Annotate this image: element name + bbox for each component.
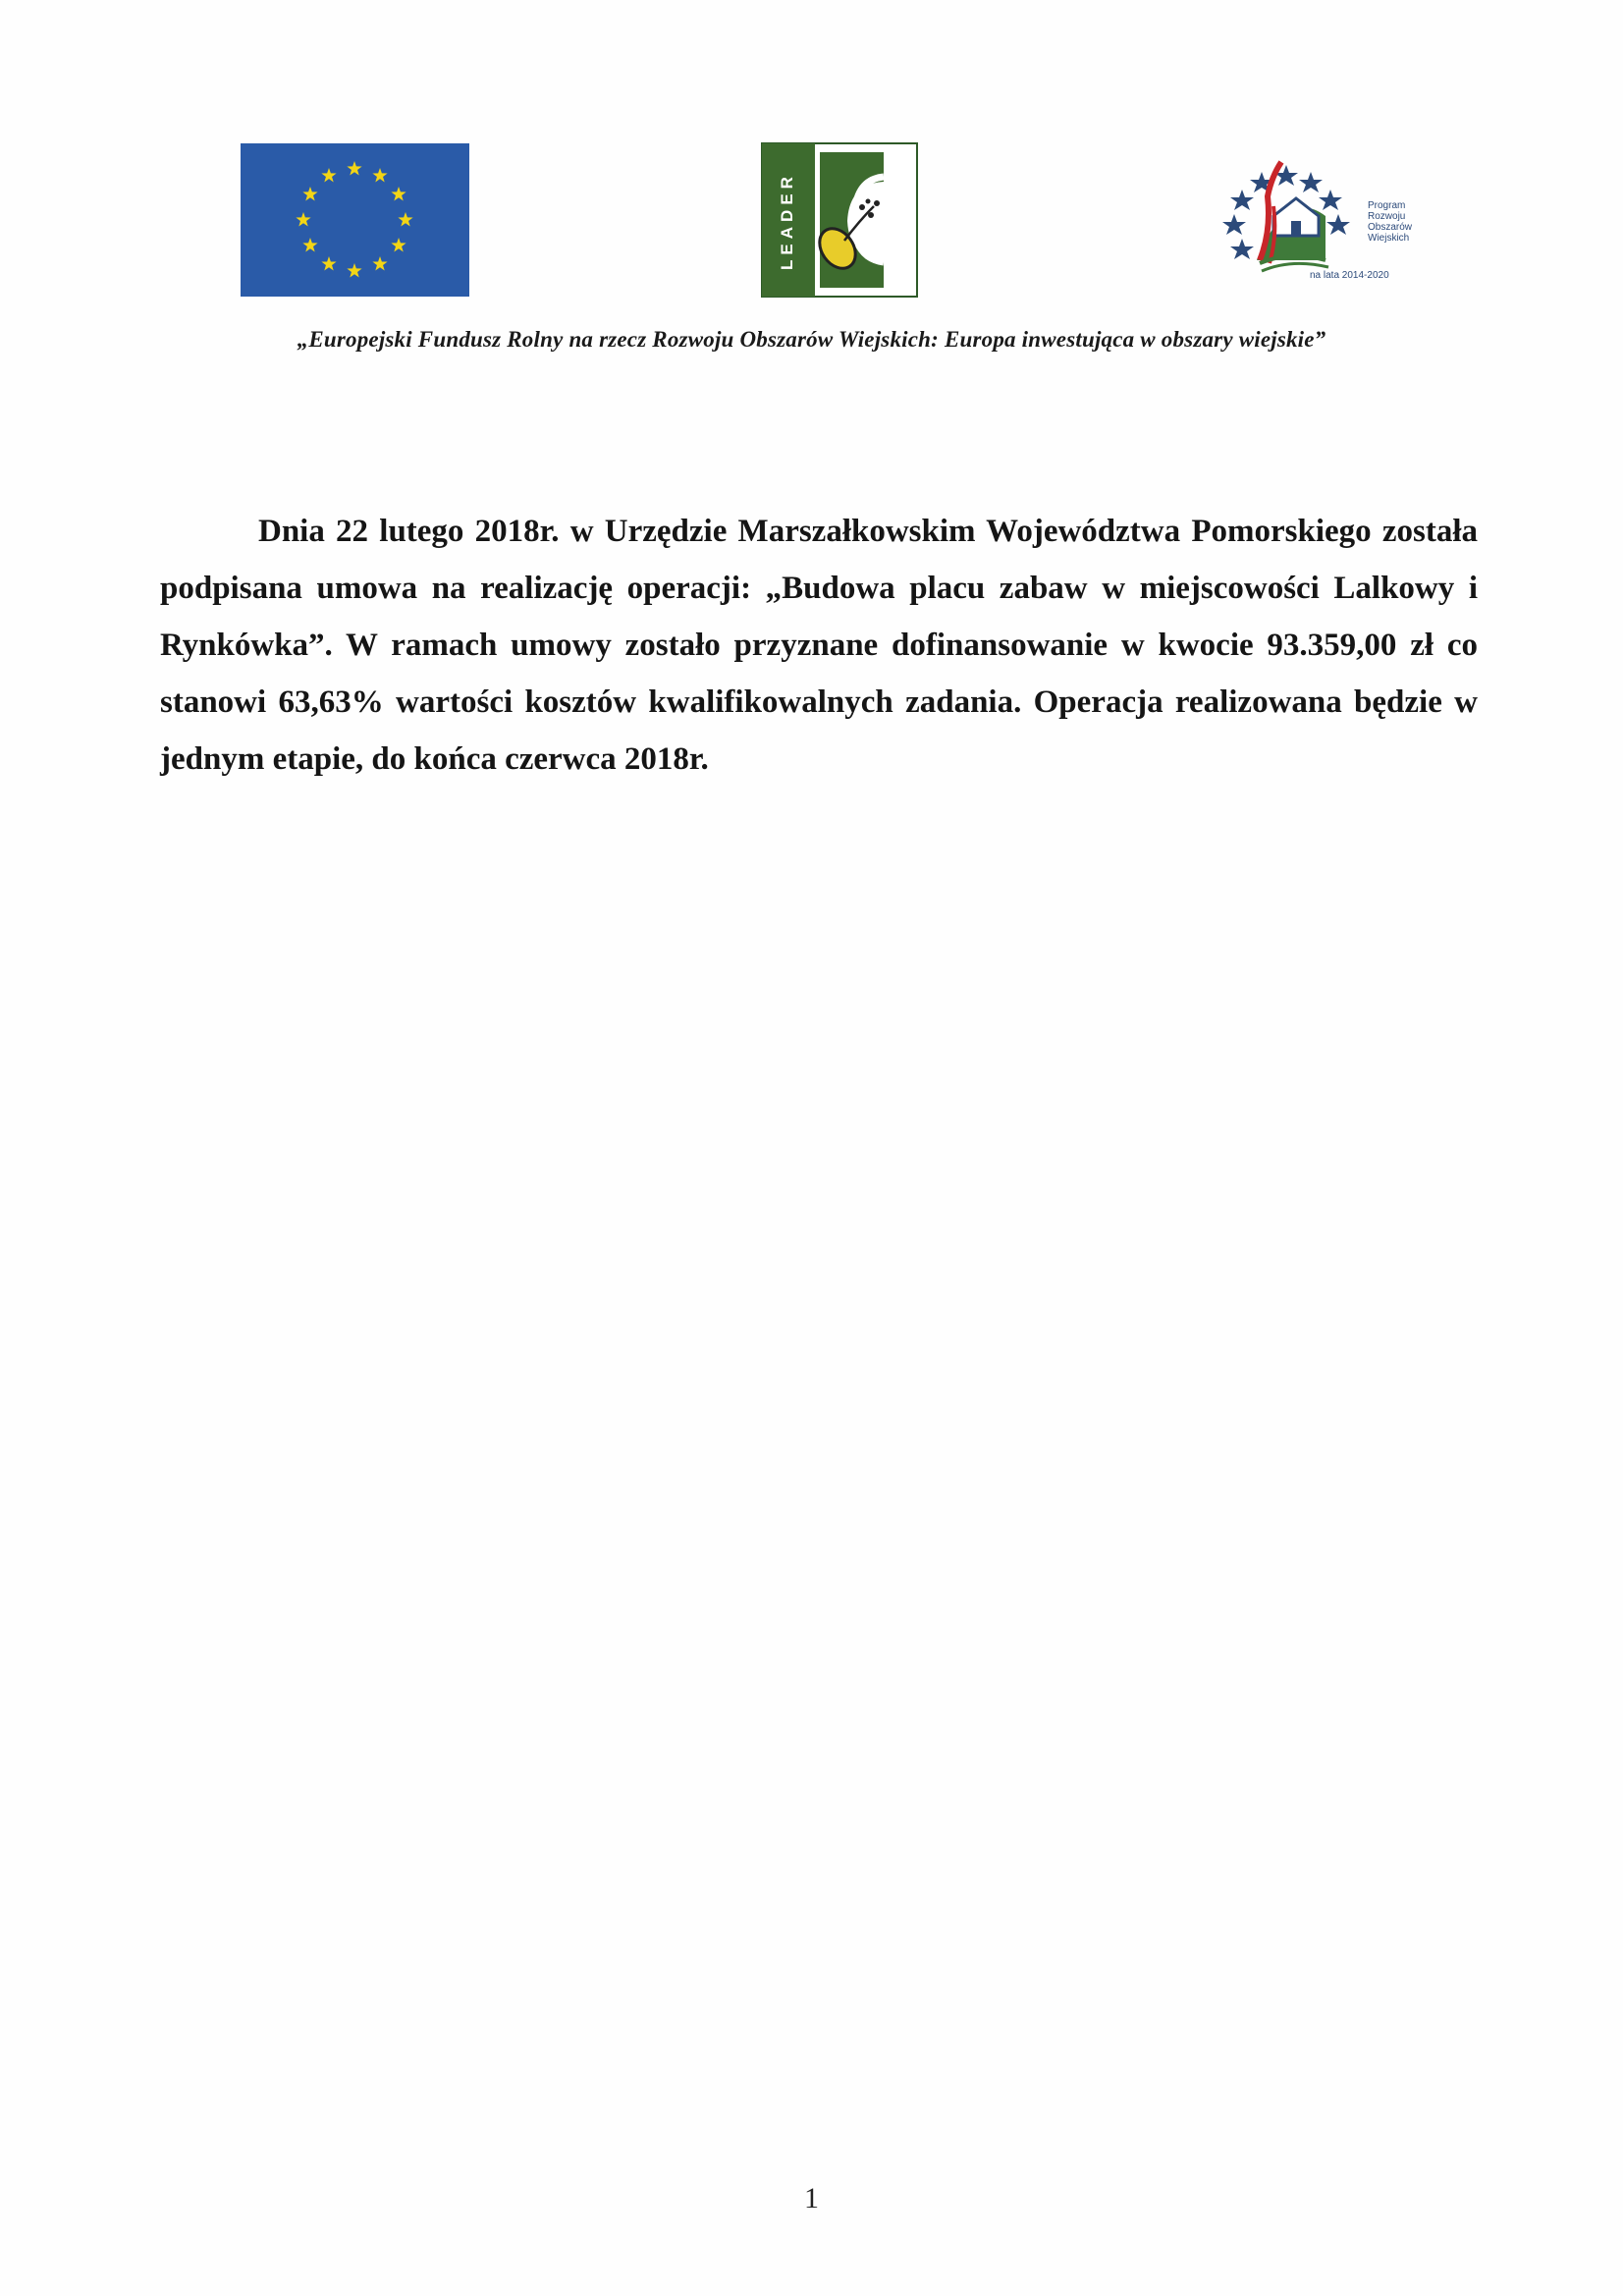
prow-logo-label: Program Rozwoju Obszarów Wiejskich: [1368, 200, 1413, 244]
page-number: 1: [804, 2182, 819, 2214]
prow-logo-years: na lata 2014-2020: [1310, 270, 1389, 281]
leader-logo-label-wrap: [773, 152, 802, 290]
funding-tagline: „Europejski Fundusz Rolny na rzecz Rozwoju Obszarów Wiejskich: Europa inwestująca w obszary wiejskie”: [297, 327, 1326, 352]
announcement-paragraph: Dnia 22 lutego 2018r. w Urzędzie Marszałkowskim Województwa Pomorskiego została podpisana umowa na realizację operacji: „Budowa placu zabaw w miejscowości Lalkowy i Rynkówka”. W ramach umowy zostało przyznane dofinansowanie w kwocie 93.359,00 zł co stanowi 63,63% wartości kosztów kwalifikowalnych zadania. Operacja realizowana będzie w jednym etapie, do końca czerwca 2018r.: [160, 514, 1478, 777]
leader-logo-label: LEADER: [778, 172, 796, 270]
eu-flag-icon: [241, 143, 469, 297]
